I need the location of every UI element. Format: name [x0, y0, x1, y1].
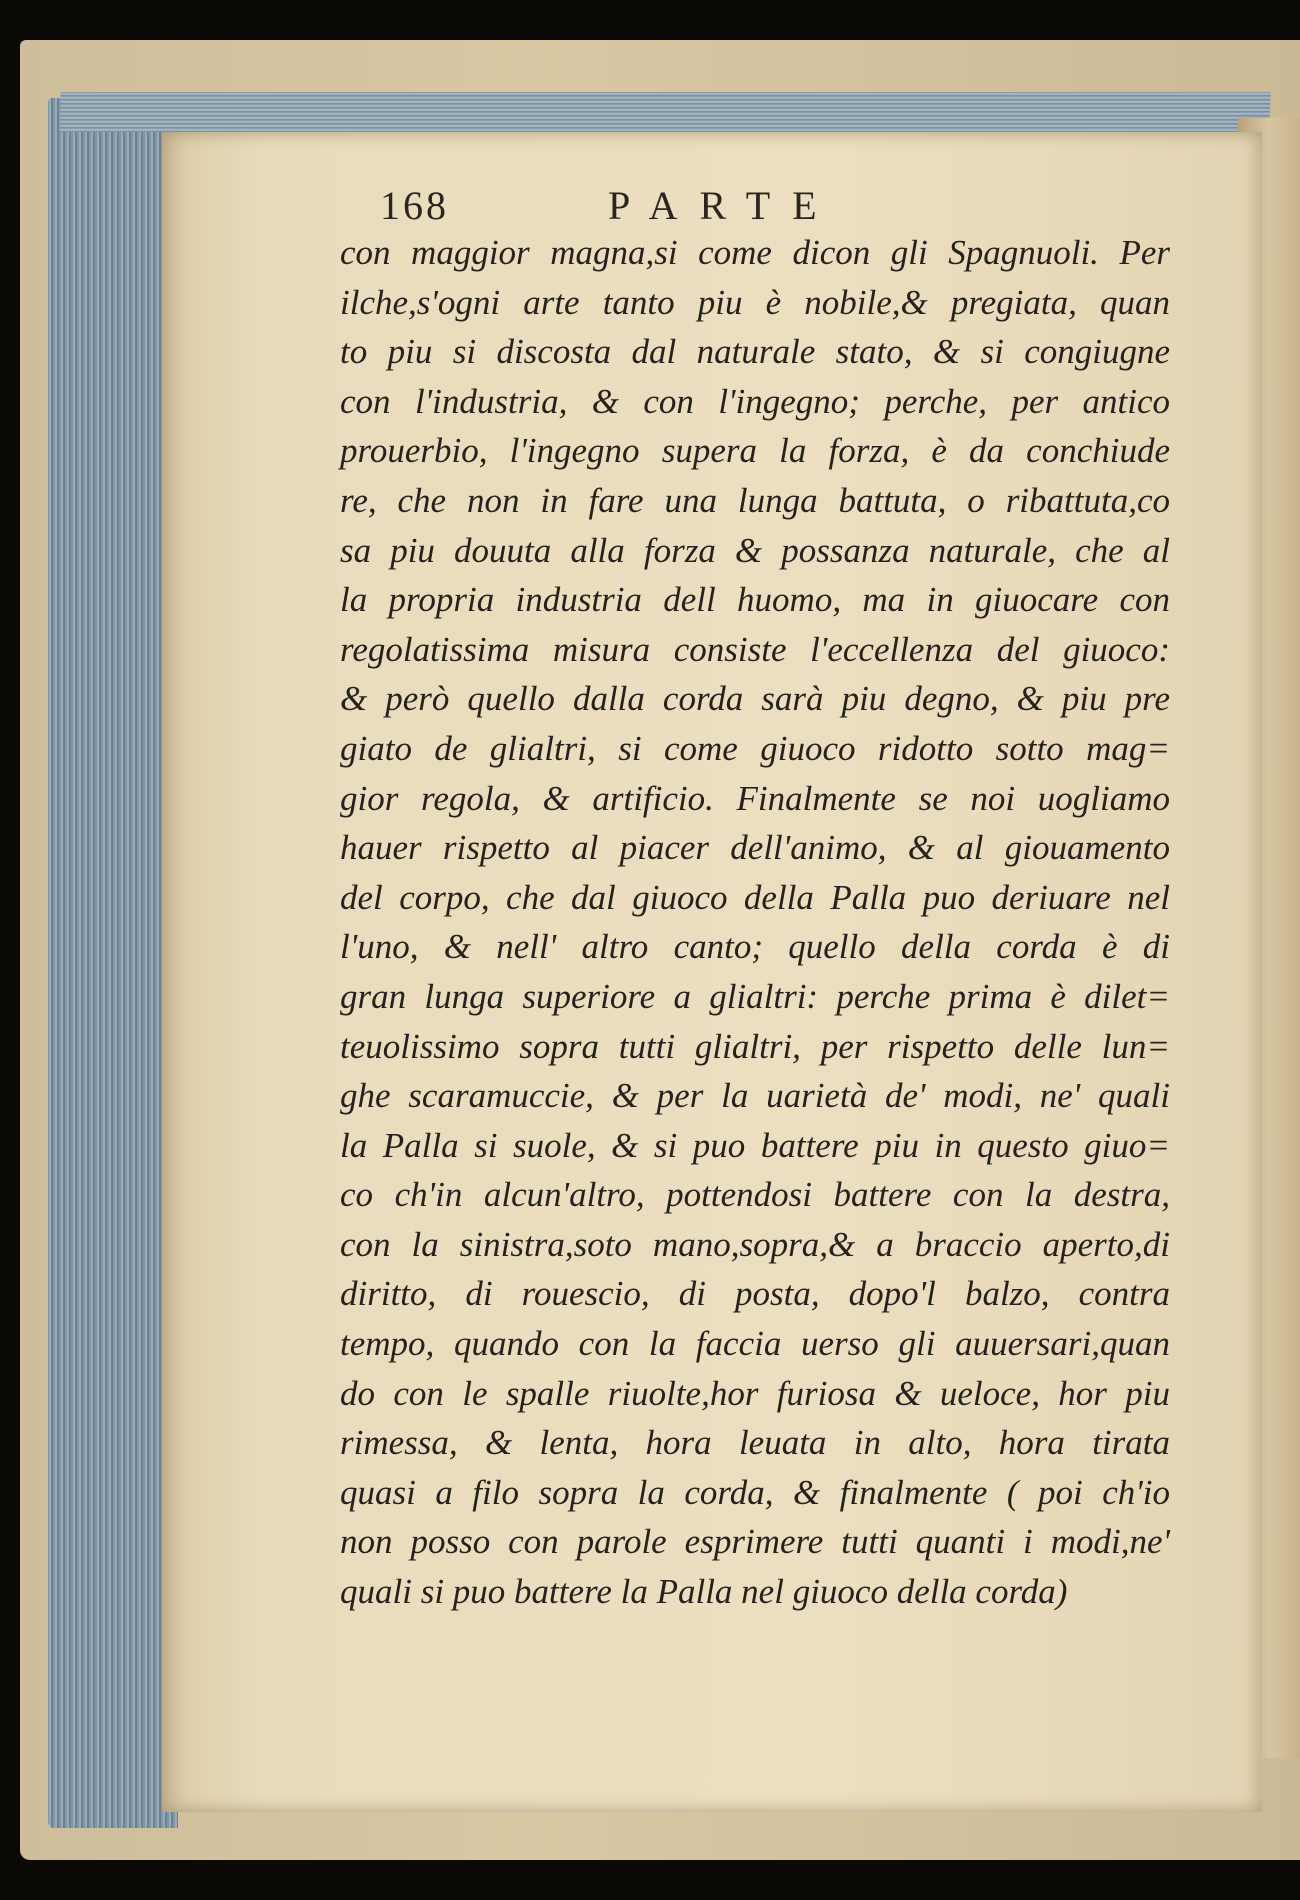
text-line: sa piu douuta alla forza & possanza naturale, che al [340, 530, 1170, 570]
text-line: teuolissimo sopra tutti glialtri, per rispetto delle lun= [340, 1026, 1170, 1066]
text-line: giato de glialtri, si come giuoco ridotto sotto mag= [340, 728, 1170, 768]
text-line: do con le spalle riuolte,hor furiosa & ueloce, hor piu [340, 1373, 1170, 1413]
text-line: non posso con parole esprimere tutti quanti i modi,ne' [340, 1522, 1170, 1562]
text-line: diritto, di rouescio, di posta, dopo'l balzo, contra [340, 1274, 1170, 1314]
text-line: quali si puo battere la Palla nel giuoco della corda) [340, 1572, 1068, 1612]
text-line: prouerbio, l'ingegno supera la forza, è da conchiude [340, 431, 1170, 471]
text-line: del corpo, che dal giuoco della Palla puo deriuare nel [340, 877, 1170, 917]
text-line: & però quello dalla corda sarà piu degno, & piu pre [340, 679, 1170, 719]
running-head: PARTE [608, 183, 839, 228]
text-line: tempo, quando con la faccia uerso gli auuersari,quan [340, 1324, 1170, 1364]
text-line: con l'industria, & con l'ingegno; perche, per antico [340, 381, 1170, 421]
text-line: co ch'in alcun'altro, pottendosi battere con la destra, [340, 1175, 1170, 1215]
text-line: regolatissima misura consiste l'eccellenza del giuoco: [340, 629, 1170, 669]
text-line: ghe scaramuccie, & per la uarietà de' modi, ne' quali [340, 1076, 1170, 1116]
text-line: rimessa, & lenta, hora leuata in alto, hora tirata [340, 1423, 1170, 1463]
text-line: la Palla si suole, & si puo battere piu in questo giuo= [340, 1125, 1170, 1165]
page-number: 168 [380, 183, 449, 228]
text-line: con maggior magna,si come dicon gli Spagnuoli. Per [340, 233, 1170, 272]
text-line: re, che non in fare una lunga battuta, o ribattuta,co [340, 480, 1170, 520]
page-edges-left [48, 98, 178, 1828]
text-line: l'uno, & nell' altro canto; quello della corda è di [340, 927, 1170, 967]
text-line: con la sinistra,soto mano,sopra,& a braccio aperto,di [340, 1224, 1170, 1264]
body-text [340, 228, 1170, 1617]
text-line: hauer rispetto al piacer dell'animo, & al giouamento [340, 828, 1170, 868]
text-line: la propria industria dell huomo, ma in giuocare con [340, 580, 1170, 620]
text-line: to piu si discosta dal naturale stato, & si congiugne [340, 332, 1170, 372]
text-line: gran lunga superiore a glialtri: perche prima è dilet= [340, 976, 1170, 1016]
text-line: quasi a filo sopra la corda, & finalmente ( poi ch'io [340, 1472, 1170, 1512]
text-line: gior regola, & artificio. Finalmente se noi uogliamo [340, 778, 1170, 818]
page-edges-top [59, 92, 1270, 132]
text-line: ilche,s'ogni arte tanto piu è nobile,& pregiata, quan [340, 282, 1170, 322]
